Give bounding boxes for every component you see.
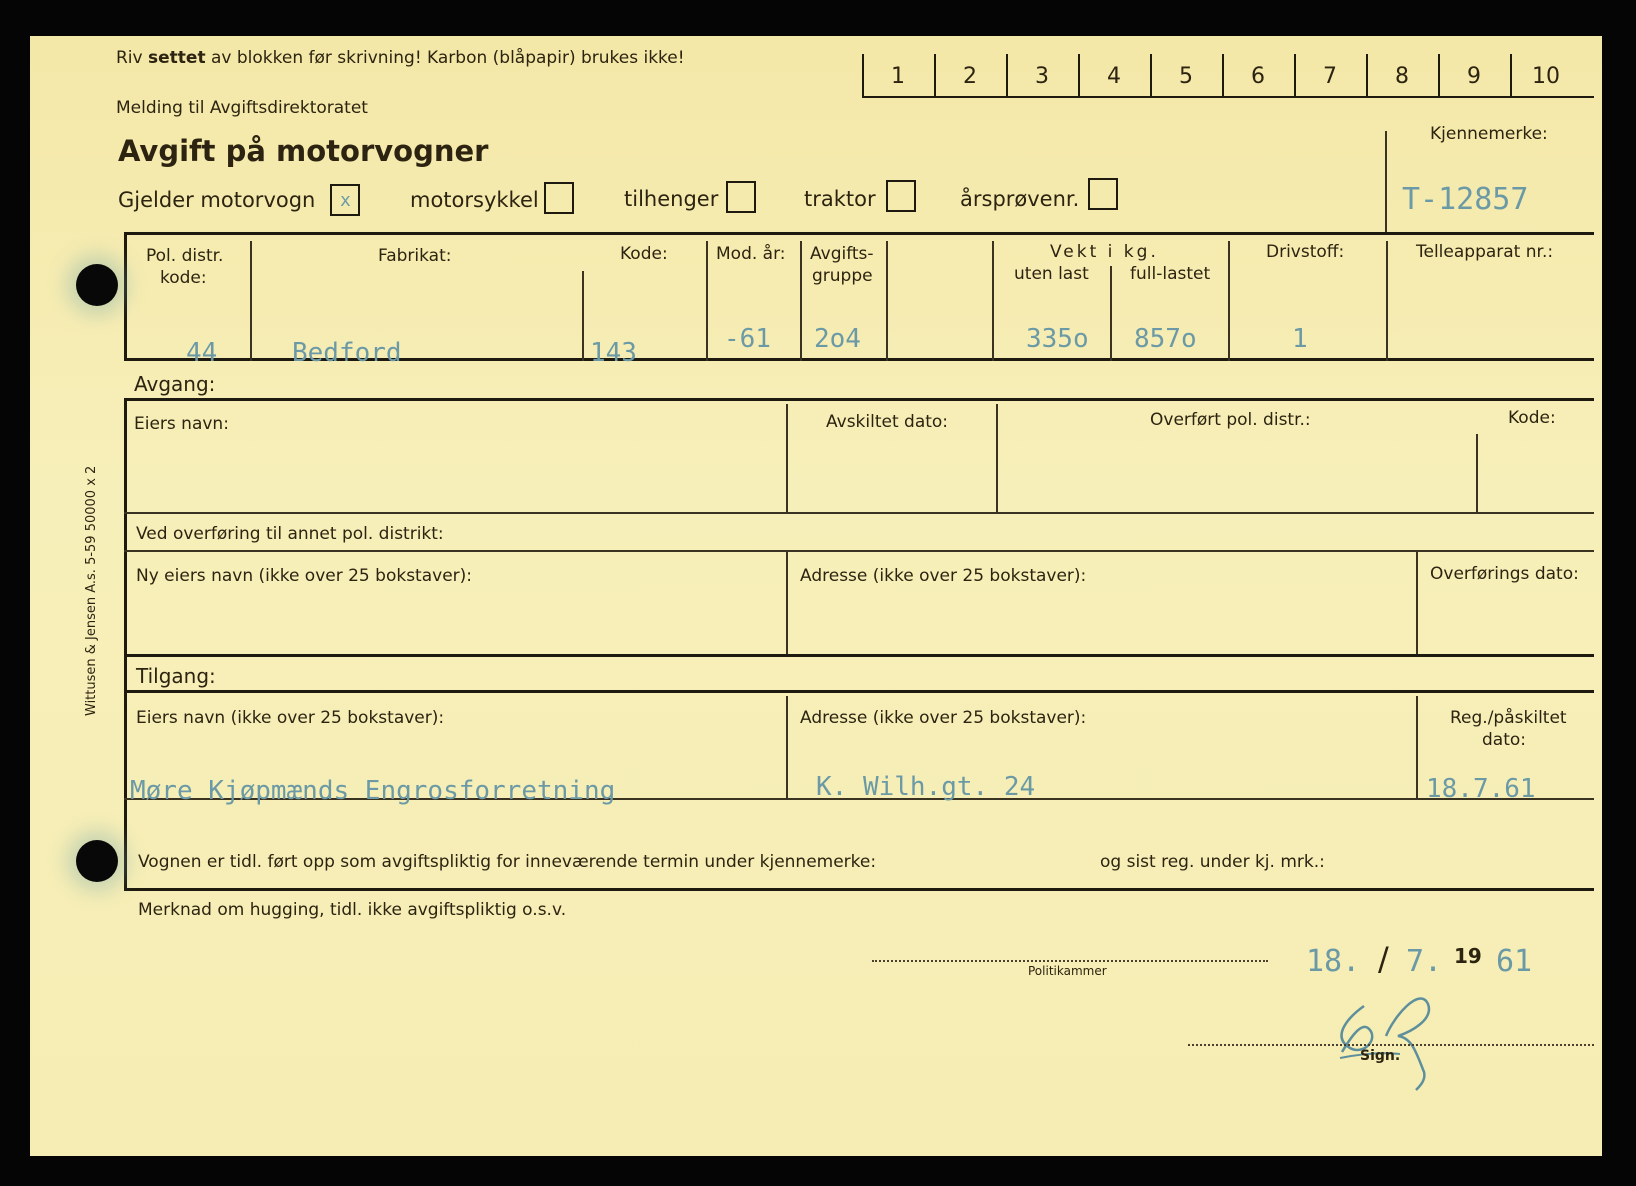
kode-header: Kode: [620, 244, 668, 264]
motorvogn-mark: x [340, 190, 351, 211]
politikammer-label: Politikammer [1028, 964, 1107, 978]
avgang-divider [786, 552, 788, 656]
reg-paskiltet-label: Reg./påskiltet [1450, 708, 1567, 728]
instruction-line [116, 48, 685, 68]
instruction-rest: av blokken før skrivning! Karbon (blåpapir) brukes ikke! [210, 48, 685, 68]
traktor-checkbox[interactable] [886, 180, 916, 212]
reg-date-value: 18.7.61 [1426, 774, 1536, 804]
full-lastet-value: 857o [1134, 324, 1197, 354]
tilgang-divider [786, 696, 788, 800]
tilgang-label: Tilgang: [136, 664, 216, 688]
avgang-divider [786, 404, 788, 512]
column-number: 1 [891, 64, 905, 89]
column-number: 6 [1251, 64, 1265, 89]
arsprovenr-checkbox[interactable] [1088, 178, 1118, 210]
col-divider [886, 241, 888, 361]
column-number: 5 [1179, 64, 1193, 89]
full-lastet-header: full-lastet [1130, 264, 1211, 284]
fabrikat-header: Fabrikat: [378, 246, 452, 266]
tilhenger-label: tilhenger [624, 187, 719, 211]
punch-hole [76, 264, 118, 306]
avgang-row-line [124, 512, 1594, 514]
punch-hole [76, 840, 118, 882]
gruppe-header: gruppe [812, 266, 873, 286]
kjennemerke-label: Kjennemerke: [1430, 124, 1548, 144]
col-divider [706, 241, 708, 361]
motorsykkel-checkbox[interactable] [544, 182, 574, 214]
instruction-prefix: Riv [116, 48, 143, 68]
mod-ar-header: Mod. år: [716, 244, 786, 264]
avgang-eiers-navn-label: Eiers navn: [134, 414, 229, 434]
avgang-divider [996, 404, 998, 512]
sign-label: Sign. [1360, 1048, 1401, 1064]
col-divider [1228, 241, 1230, 361]
avgang-adresse-label: Adresse (ikke over 25 bokstaver): [800, 566, 1087, 586]
col-divider [800, 241, 802, 361]
col-divider [1110, 266, 1112, 361]
mod-ar-value: -61 [724, 324, 771, 354]
uten-last-header: uten last [1014, 264, 1089, 284]
avgiftsgruppe-value: 2o4 [814, 324, 861, 354]
column-number: 4 [1107, 64, 1121, 89]
kode-value: 143 [590, 338, 637, 368]
drivstoff-header: Drivstoff: [1266, 242, 1345, 262]
owner-value: Møre Kjøpmænds Engrosforretning [130, 776, 616, 806]
tilgang-adresse-label: Adresse (ikke over 25 bokstaver): [800, 708, 1087, 728]
sist-reg-text: og sist reg. under kj. mrk.: [1100, 852, 1325, 872]
recipient-text: Melding til Avgiftsdirektoratet [116, 98, 368, 118]
date-slash: / [1378, 940, 1389, 978]
fabrikat-value: Bedford [292, 338, 402, 368]
tidl-fort-text: Vognen er tidl. ført opp som avgiftspliktig for inneværende termin under kjennemerke: [138, 852, 877, 872]
tilgang-divider [1416, 696, 1418, 800]
column-number: 8 [1395, 64, 1409, 89]
form-card [30, 36, 1602, 1156]
col-divider [992, 241, 994, 361]
handwritten-signature [1320, 976, 1460, 1096]
avgang-kode-label: Kode: [1508, 408, 1556, 428]
overforings-dato-label: Overførings dato: [1430, 564, 1579, 584]
tilgang-eiers-navn-label: Eiers navn (ikke over 25 bokstaver): [136, 708, 445, 728]
table-top-border [124, 232, 1594, 235]
pol-distr-header: Pol. distr. [146, 246, 224, 266]
tilgang-top-border [124, 690, 1594, 693]
avgang-divider [1416, 552, 1418, 656]
uten-last-value: 335o [1026, 324, 1089, 354]
pol-distr-value: 44 [186, 338, 218, 368]
avgifts-header: Avgifts- [810, 244, 874, 264]
motorvogn-checkbox[interactable] [330, 184, 360, 216]
column-number: 10 [1532, 64, 1560, 89]
merknad-text: Merknad om hugging, tidl. ikke avgiftspliktig o.s.v. [138, 900, 567, 920]
address-value: K. Wilh.gt. 24 [816, 772, 1036, 802]
avgang-left-border [124, 398, 127, 720]
gjelder-label: Gjelder motorvogn [118, 188, 316, 212]
traktor-label: traktor [804, 187, 876, 211]
tilgang-bottom-border [124, 888, 1594, 891]
table-left-border [124, 232, 127, 361]
tilhenger-checkbox[interactable] [726, 181, 756, 213]
col-divider [582, 271, 584, 361]
avskiltet-dato-label: Avskiltet dato: [826, 412, 949, 432]
avgang-bottom-border [124, 654, 1594, 657]
kjennemerke-divider [1385, 131, 1387, 233]
column-number: 2 [963, 64, 977, 89]
sign-line [1188, 1044, 1594, 1046]
form-title: Avgift på motorvogner [118, 134, 489, 168]
overfort-pol-distr-label: Overført pol. distr.: [1150, 410, 1311, 430]
vekt-header: Vekt i kg. [1050, 242, 1159, 262]
reg-dato-label: dato: [1482, 730, 1527, 750]
arsprovenr-label: årsprøvenr. [960, 187, 1080, 211]
motorsykkel-label: motorsykkel [410, 188, 539, 212]
avgang-label: Avgang: [134, 372, 216, 396]
ved-overforing-label: Ved overføring til annet pol. distrikt: [136, 524, 444, 544]
pol-distr-kode-header: kode: [160, 268, 207, 288]
col-divider [1386, 241, 1388, 361]
date-year: 61 [1496, 944, 1533, 979]
telleapparat-header: Telleapparat nr.: [1416, 242, 1554, 262]
politikammer-line [872, 960, 1268, 962]
avgang-row-line [124, 550, 1594, 552]
avgang-top-border [124, 398, 1594, 401]
tilgang-left-border [124, 690, 127, 890]
drivstoff-value: 1 [1292, 324, 1308, 354]
date-day: 18. [1306, 944, 1361, 979]
numbers-baseline [862, 96, 1594, 98]
ny-eiers-navn-label: Ny eiers navn (ikke over 25 bokstaver): [136, 566, 472, 586]
avgang-divider [1476, 434, 1478, 512]
column-number: 9 [1467, 64, 1481, 89]
column-number: 7 [1323, 64, 1337, 89]
column-number: 3 [1035, 64, 1049, 89]
margin-print: Wittusen & Jensen A.s. 5-59 50000 x 2 [84, 465, 99, 716]
instruction-bold: settet [148, 48, 206, 68]
date-century: 19 [1454, 944, 1482, 968]
col-divider [250, 241, 252, 361]
date-month: 7. [1406, 944, 1443, 979]
kjennemerke-value: T-12857 [1402, 182, 1529, 217]
